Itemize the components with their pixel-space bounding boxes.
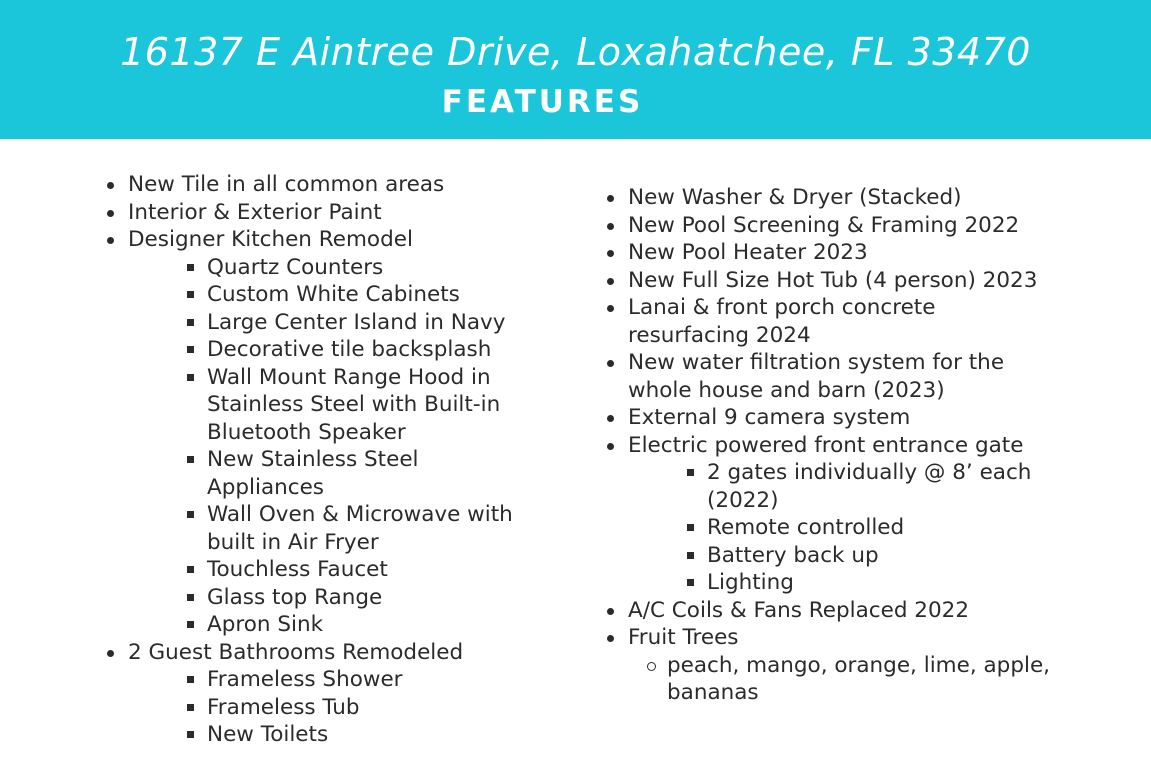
bullet-square-icon xyxy=(687,524,694,531)
bullet-square-icon xyxy=(187,319,194,326)
list-item xyxy=(500,404,1100,432)
list-item xyxy=(500,624,1100,652)
bullet-disc-icon xyxy=(607,195,614,202)
list-item xyxy=(0,226,560,254)
list-item xyxy=(0,199,560,227)
bullet-square-icon xyxy=(187,594,194,601)
list-item-text: Wall Oven & Microwave with built in Air Fryer xyxy=(207,502,513,555)
list-item-text: Glass top Range xyxy=(207,584,383,610)
bullet-disc-icon xyxy=(607,250,614,257)
list-item xyxy=(0,694,560,722)
bullet-square-icon xyxy=(187,374,194,381)
bullet-square-icon xyxy=(187,291,194,298)
list-item-text: 2 gates individually @ 8’ each (2022) xyxy=(707,460,1032,513)
bullet-disc-icon xyxy=(107,650,114,657)
bullet-circle-icon xyxy=(647,662,656,671)
list-item-text: New Pool Screening & Framing 2022 xyxy=(628,212,1020,238)
list-item-text: Lanai & front porch concrete resurfacing 2024 xyxy=(628,295,936,348)
bullet-square-icon xyxy=(187,731,194,738)
list-item xyxy=(0,721,560,749)
property-address: 16137 E Aintree Drive, Loxahatchee, FL 33470 xyxy=(120,30,1031,74)
bullet-square-icon xyxy=(187,704,194,711)
list-item-text: Touchless Faucet xyxy=(207,557,388,582)
bullet-disc-icon xyxy=(607,608,614,615)
list-item-text: New Pool Heater 2023 xyxy=(628,240,868,265)
list-item-text: New Tile in all common areas xyxy=(128,172,445,197)
bullet-square-icon xyxy=(687,579,694,586)
list-item-text: New Washer & Dryer (Stacked) xyxy=(628,185,962,210)
list-item xyxy=(500,652,1100,707)
list-item xyxy=(0,364,560,447)
bullet-disc-icon xyxy=(607,360,614,367)
bullet-square-icon xyxy=(187,346,194,353)
list-item-text: Lighting xyxy=(707,570,794,595)
bullet-square-icon xyxy=(187,264,194,271)
list-item xyxy=(500,542,1100,570)
bullet-disc-icon xyxy=(607,443,614,450)
list-item-text: New Toilets xyxy=(207,722,329,747)
list-item-text: Decorative tile backsplash xyxy=(207,337,492,362)
features-heading: FEATURES xyxy=(441,84,644,120)
list-item-text: Wall Mount Range Hood in Stainless Steel with Built-in Bluetooth Speaker xyxy=(207,364,501,445)
list-item xyxy=(0,254,560,282)
list-item-text: Remote controlled xyxy=(707,515,905,540)
list-item-text: Fruit Trees xyxy=(628,625,739,650)
list-item xyxy=(500,459,1100,514)
list-item xyxy=(0,556,560,584)
features-list-left xyxy=(0,171,560,749)
list-item-text: New Stainless Steel Appliances xyxy=(207,447,419,500)
list-item-text: Frameless Tub xyxy=(207,694,360,720)
list-item xyxy=(0,611,560,639)
list-item xyxy=(500,267,1100,295)
bullet-disc-icon xyxy=(607,223,614,230)
list-item xyxy=(0,446,560,501)
list-item xyxy=(500,239,1100,267)
list-item-text: 2 Guest Bathrooms Remodeled xyxy=(128,639,464,665)
bullet-square-icon xyxy=(687,552,694,559)
list-item xyxy=(500,212,1100,240)
list-item xyxy=(500,184,1100,212)
list-item xyxy=(500,597,1100,625)
list-item-text: peach, mango, orange, lime, apple, bananas xyxy=(667,652,1051,705)
list-item xyxy=(500,569,1100,597)
bullet-disc-icon xyxy=(607,415,614,422)
list-item xyxy=(0,501,560,556)
list-item xyxy=(0,309,560,337)
bullet-square-icon xyxy=(187,511,194,518)
list-item-text: Electric powered front entrance gate xyxy=(628,432,1024,458)
bullet-square-icon xyxy=(187,676,194,683)
list-item xyxy=(500,294,1100,349)
bullet-disc-icon xyxy=(107,182,114,189)
list-item-text: Battery back up xyxy=(707,542,879,568)
list-item xyxy=(500,514,1100,542)
list-item xyxy=(0,171,560,199)
list-item-text: External 9 camera system xyxy=(628,405,911,430)
bullet-square-icon xyxy=(187,621,194,628)
bullet-disc-icon xyxy=(107,237,114,244)
features-list-right xyxy=(500,184,1100,707)
bullet-square-icon xyxy=(687,469,694,476)
bullet-disc-icon xyxy=(607,635,614,642)
list-item xyxy=(0,666,560,694)
list-item xyxy=(0,584,560,612)
list-item-text: Large Center Island in Navy xyxy=(207,309,506,335)
list-item xyxy=(0,281,560,309)
list-item-text: Custom White Cabinets xyxy=(207,282,460,307)
list-item xyxy=(500,432,1100,460)
list-item-text: New Full Size Hot Tub (4 person) 2023 xyxy=(628,267,1038,293)
list-item-text: Designer Kitchen Remodel xyxy=(128,227,413,252)
bullet-square-icon xyxy=(187,456,194,463)
bullet-disc-icon xyxy=(607,278,614,285)
bullet-square-icon xyxy=(187,566,194,573)
list-item-text: A/C Coils & Fans Replaced 2022 xyxy=(628,597,970,623)
bullet-disc-icon xyxy=(107,210,114,217)
list-item xyxy=(500,349,1100,404)
bullet-disc-icon xyxy=(607,305,614,312)
list-item-text: Frameless Shower xyxy=(207,667,403,692)
list-item xyxy=(0,336,560,364)
list-item-text: Apron Sink xyxy=(207,612,324,637)
list-item-text: Interior & Exterior Paint xyxy=(128,199,382,225)
list-item xyxy=(0,639,560,667)
list-item-text: New water filtration system for the whole house and barn (2023) xyxy=(628,350,1005,403)
header-banner xyxy=(0,0,1151,139)
list-item-text: Quartz Counters xyxy=(207,254,384,280)
